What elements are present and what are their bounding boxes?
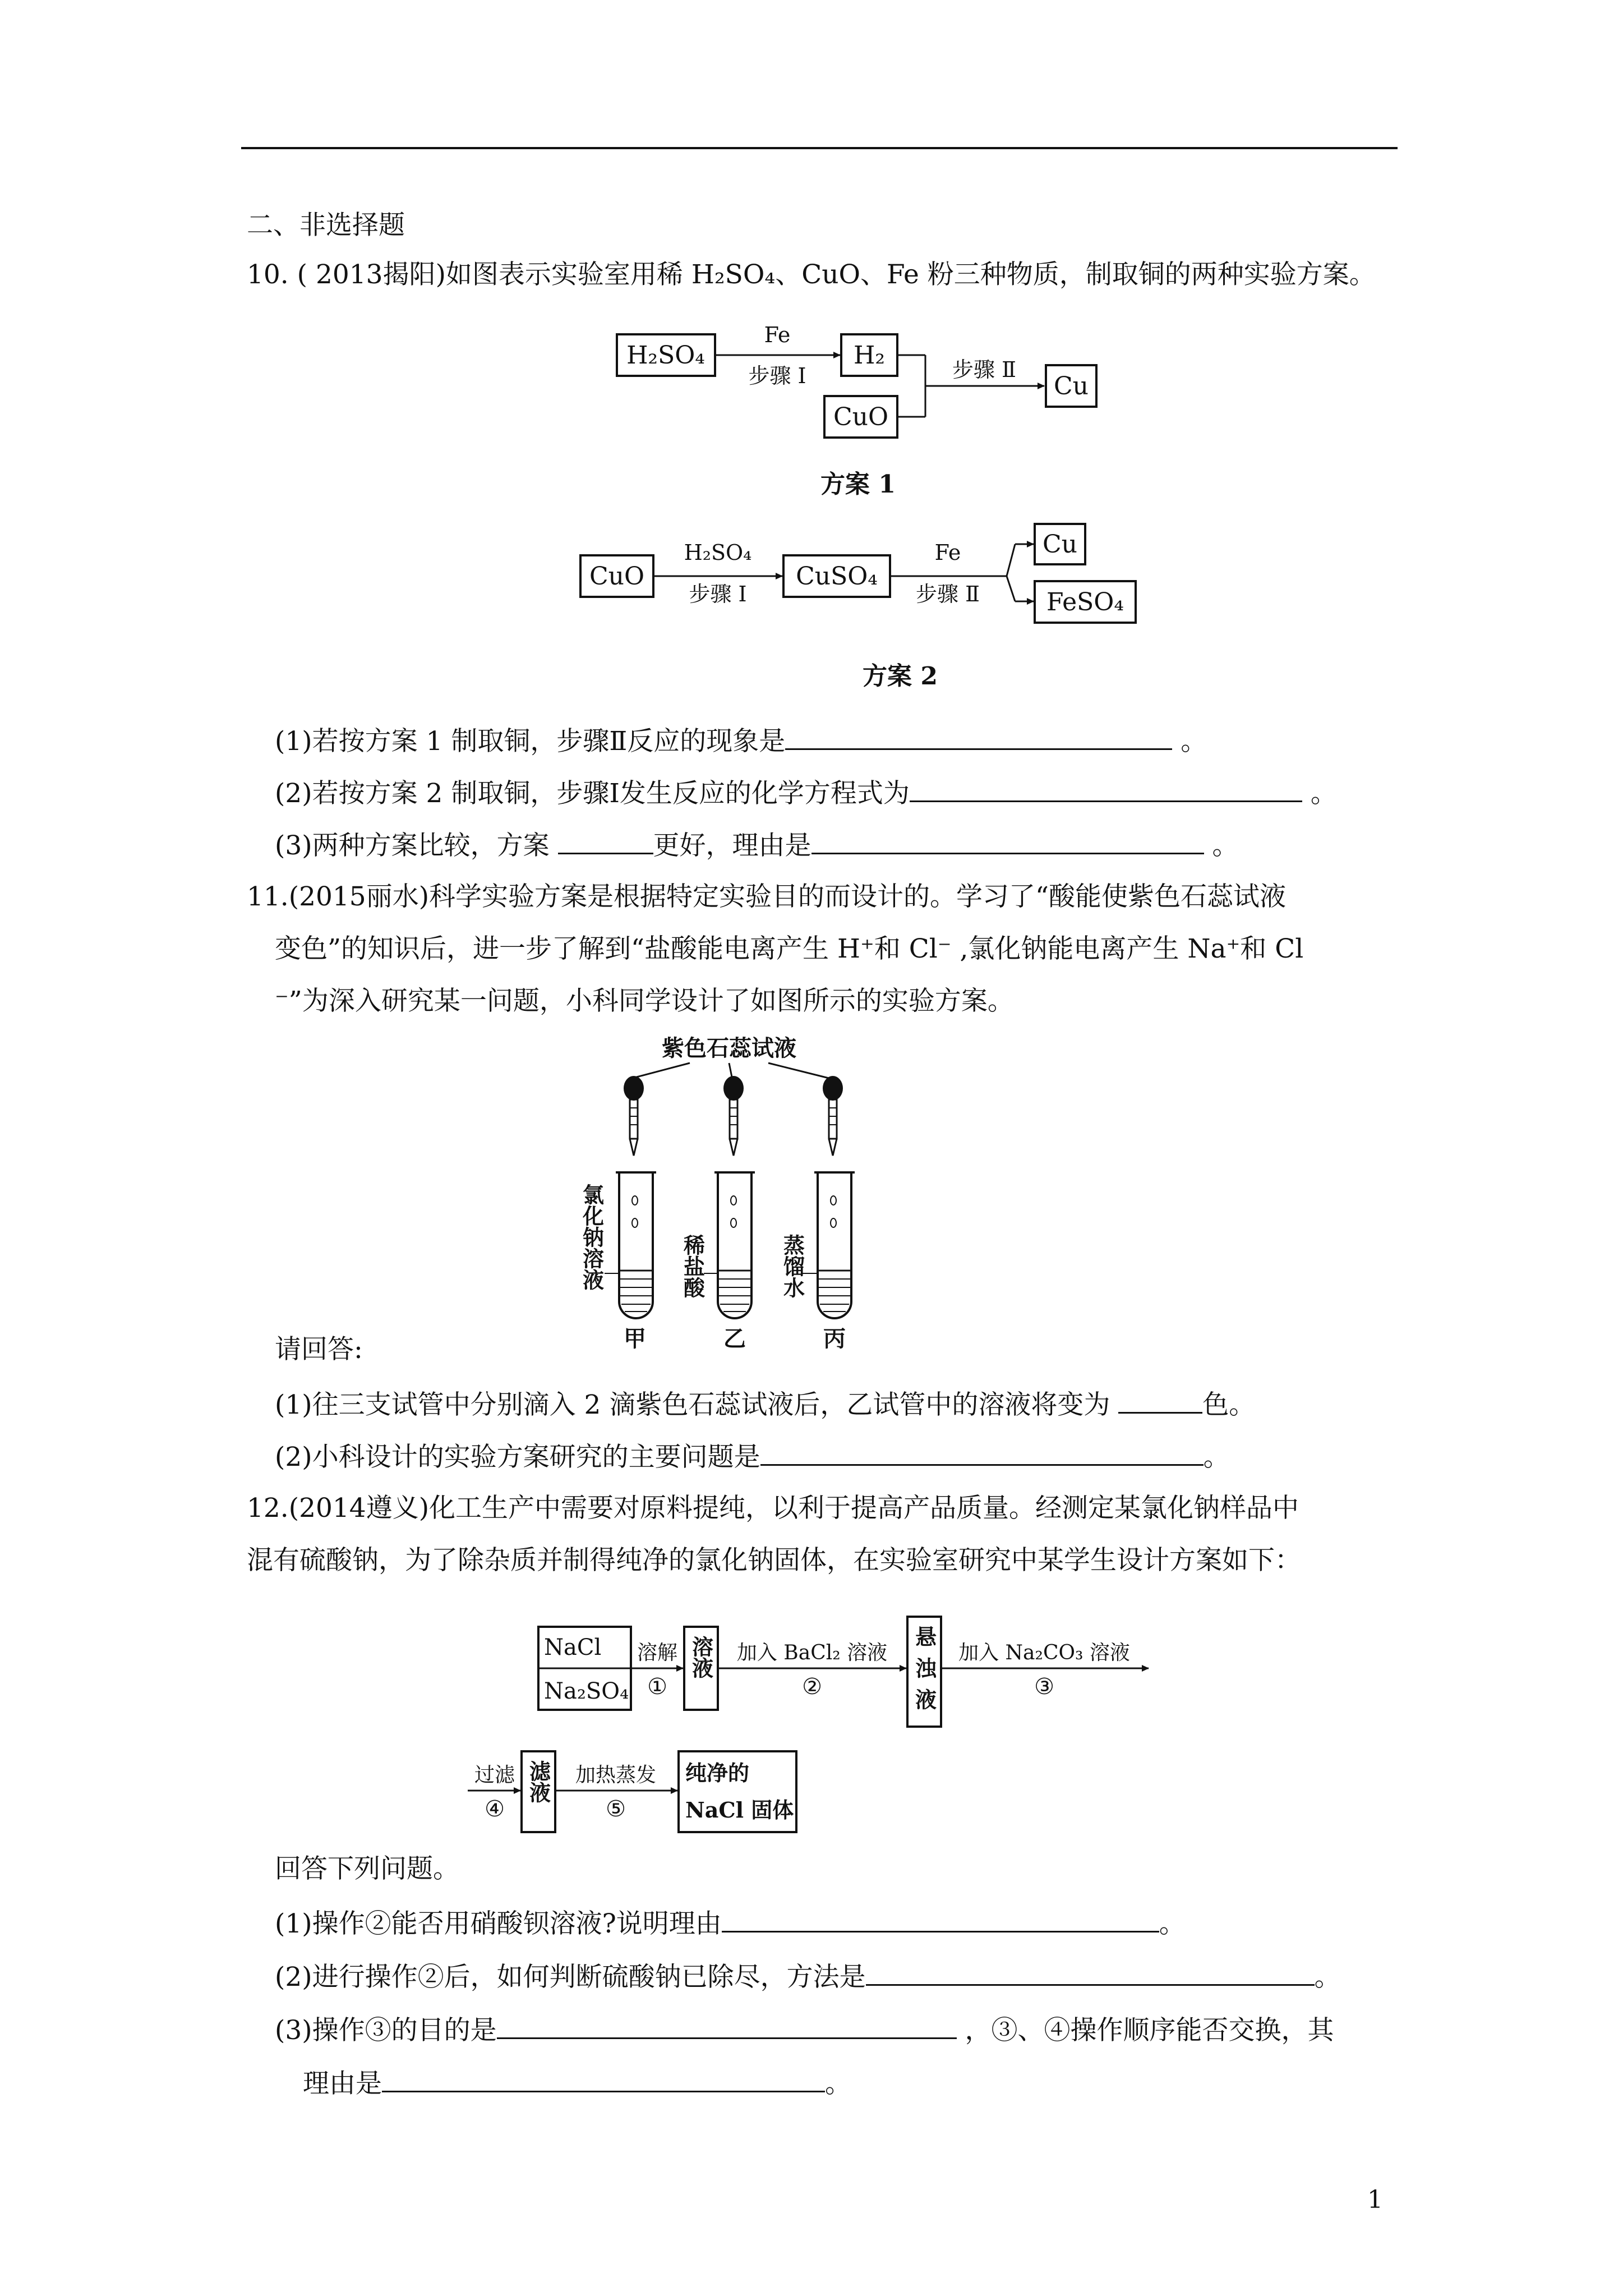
s2-caption: 方案 2 [863, 662, 938, 691]
s1-arrow1-bottom: 步骤 Ⅰ [748, 364, 806, 388]
dropper-a [624, 1076, 644, 1156]
fig-name-a: 甲 [624, 1326, 646, 1352]
flow-suspension-label: 悬浊液 [911, 1626, 937, 1720]
q11-line3: ⁻”为深入研究某一问题，小科同学设计了如图所示的实验方案。 [275, 986, 1014, 1016]
q10-scheme1-diagram [611, 314, 1116, 505]
q11-please-answer: 请回答: [275, 1334, 363, 1365]
flow-filtrate-label: 滤液 [525, 1760, 551, 1803]
q12-sub2: (2)进行操作②后，如何判断硫酸钠已除尽，方法是 。 [275, 1959, 1341, 1994]
flow-step5-bottom: ⑤ [606, 1796, 626, 1822]
flow-start-2: Na₂SO₄ [544, 1678, 629, 1704]
flow-step4-bottom: ④ [485, 1796, 505, 1822]
dropper-c [823, 1076, 843, 1156]
flow-step1-bottom: ① [647, 1674, 667, 1700]
q12-line2: 混有硫酸钠，为了除杂质并制得纯净的氯化钠固体，在实验室研究中某学生设计方案如下： [247, 1545, 1301, 1576]
fig-name-c: 丙 [823, 1326, 846, 1352]
s2-cuo-label: CuO [589, 562, 645, 591]
page-number: 1 [1367, 2185, 1383, 2214]
s1-caption: 方案 1 [820, 470, 896, 499]
flow-step3-bottom: ③ [1034, 1674, 1054, 1700]
q11-line2: 变色”的知识后，进一步了解到“盐酸能电离产生 H⁺和 Cl⁻ ,氯化钠能电离产生 Na⁺和 Cl [275, 933, 1304, 964]
q10-sub1-blank[interactable] [785, 724, 1172, 750]
s1-cuo-label: CuO [833, 403, 889, 431]
s2-arrow1-bottom: 步骤 Ⅰ [689, 582, 747, 606]
q11-sub1-blank[interactable] [1118, 1387, 1202, 1414]
s2-cuso4-label: CuSO₄ [796, 562, 878, 591]
s2-cu-label: Cu [1042, 530, 1078, 559]
flow-step5-top: 加热蒸发 [575, 1764, 657, 1787]
q11-sub2: (2)小科设计的实验方案研究的主要问题是 。 [275, 1439, 1230, 1474]
flow-step2-bottom: ② [802, 1674, 822, 1700]
s1-h2-label: H₂ [853, 341, 886, 370]
flow-start-1: NaCl [544, 1635, 602, 1660]
dropper-b [723, 1076, 744, 1156]
flow-step2-top: 加入 BaCl₂ 溶液 [736, 1641, 888, 1664]
flow-step1-top: 溶解 [637, 1641, 678, 1664]
q12-flow-row1 [533, 1616, 1161, 1733]
s2-arrow1-top: H₂SO₄ [684, 540, 752, 565]
fig-label-a: 氯化钠溶液 [579, 1184, 605, 1290]
q12-sub1-blank[interactable] [722, 1906, 1159, 1932]
q10-sub2-blank[interactable] [910, 776, 1302, 802]
q12-flow-row2 [465, 1745, 813, 1840]
test-tube-a [616, 1172, 656, 1318]
s2-arrow2-bottom: 步骤 Ⅱ [916, 582, 980, 606]
q12-sub3-blank1[interactable] [497, 2013, 957, 2039]
fig-label-c: 蒸馏水 [780, 1234, 805, 1298]
q10-sub2: (2)若按方案 2 制取铜，步骤Ⅰ发生反应的化学方程式为 。 [275, 776, 1337, 811]
test-tube-c [814, 1172, 855, 1318]
s1-cu-label: Cu [1053, 372, 1089, 401]
q10-sub1: (1)若按方案 1 制取铜，步骤Ⅱ反应的现象是 。 [275, 724, 1207, 758]
q11-sub1: (1)往三支试管中分别滴入 2 滴紫色石蕊试液后，乙试管中的溶液将变为 色。 [275, 1387, 1255, 1422]
q11-sub2-blank[interactable] [760, 1439, 1204, 1466]
flow-step3-top: 加入 Na₂CO₃ 溶液 [958, 1641, 1130, 1664]
q12-answer-intro: 回答下列问题。 [275, 1853, 459, 1884]
s2-feso4-label: FeSO₄ [1046, 588, 1124, 616]
fig-top-label: 紫色石蕊试液 [662, 1035, 796, 1061]
s1-h2so4-label: H₂SO₄ [626, 341, 705, 370]
q12-sub3: (3)操作③的目的是 ，③、④操作顺序能否交换，其 [275, 2013, 1334, 2047]
q12-sub1: (1)操作②能否用硝酸钡溶液?说明理由 。 [275, 1906, 1186, 1941]
header-rule [241, 147, 1398, 149]
q10-sub3-blank1[interactable] [558, 828, 653, 854]
fig-label-b: 稀盐酸 [680, 1234, 706, 1298]
q10-intro: 10. ( 2013揭阳)如图表示实验室用稀 H₂SO₄、CuO、Fe 粉三种物质，制取铜的两种实验方案。 [247, 259, 1376, 290]
q12-sub3-blank2[interactable] [382, 2066, 825, 2092]
q10-sub3: (3)两种方案比较，方案 更好，理由是 。 [275, 828, 1238, 863]
q12-line1: 12.(2014遵义)化工生产中需要对原料提纯，以利于提高产品质量。经测定某氯化钠样品中 [247, 1493, 1299, 1524]
fig-name-b: 乙 [723, 1326, 746, 1352]
flow-step4-top: 过滤 [474, 1764, 515, 1787]
q12-sub3-cont: 理由是 。 [303, 2066, 851, 2101]
s1-arrow2-label: 步骤 Ⅱ [952, 357, 1016, 382]
s2-arrow2-top: Fe [934, 540, 961, 565]
test-tube-b [714, 1172, 755, 1318]
flow-final-1: 纯净的 [685, 1760, 750, 1786]
s1-arrow1-top: Fe [764, 323, 791, 347]
q12-sub2-blank[interactable] [866, 1959, 1315, 1986]
q11-line1: 11.(2015丽水)科学实验方案是根据特定实验目的而设计的。学习了“酸能使紫色石蕊试液 [247, 881, 1287, 912]
q11-litmus-figure [578, 1032, 909, 1352]
q10-scheme2-diagram [575, 516, 1147, 701]
section-title: 二、非选择题 [247, 210, 405, 241]
flow-final-2: NaCl 固体 [685, 1797, 794, 1823]
q10-sub3-blank2[interactable] [811, 828, 1204, 854]
flow-solution-label: 溶液 [688, 1636, 714, 1678]
